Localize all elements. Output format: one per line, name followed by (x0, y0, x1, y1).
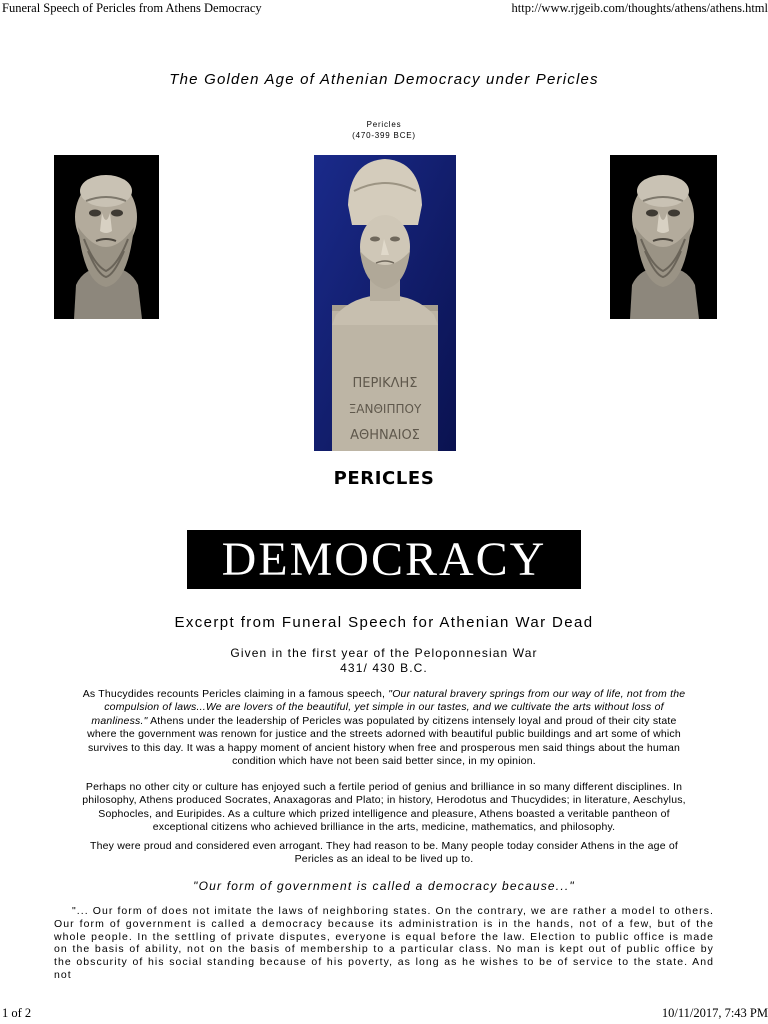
portrait-caption (0, 119, 768, 141)
excerpt-subtitle: Excerpt from Funeral Speech for Athenian War Dead (174, 614, 594, 631)
print-header (2, 0, 768, 18)
proud-paragraph: They were proud and considered even arrogant. They had reason to be. Many people today consider Athens in the age of Pericles as an ideal to be lived up to. (89, 840, 679, 866)
genius-paragraph: Perhaps no other city or culture has enjoyed such a fertile period of genius and brilliance in so many different disciplines. In philosophy, Athens produced Socrates, Anaxagoras and Plato; in history, Herodotus and Thucydides; in literature, Aeschylus, Sophocles, and Euripides. As a culture which prized intelligence and pleasure, Athens boasted a veritable pantheon of exceptional citizens who achieved brilliance in the arts, medicine, mathematics, and philosophy. (82, 781, 686, 834)
intro-rest: Athens under the leadership of Pericles was populated by citizens intensely loyal and proud of their city state where the government was renown for justice and the streets adorned with beautiful public buildings and art some of which survives to this day. It was a happy moment of ancient history when free and prosperous men said things about the human condition which have not been said better since, in my opinion. (87, 714, 681, 768)
bust-image-left (54, 155, 159, 319)
inscription-line-1: ΠΕΡΙΚΛΗΣ (352, 376, 418, 391)
speech-text: "... Our form of does not imitate the laws of neighboring states. On the contrary, we are rather a model to others. Our form of government is called a democracy because its administration is in the hands, not of a few, but of the whole people. In the settling of private disputes, everyone is equal before the law. Election to public office is made on the basis of ability, not on the basis of membership to a particular class. No man is kept out of public office by the obscurity of his social standing because of his poverty, as long as he wishes to be of service to the state. And not (54, 905, 714, 981)
inscription-line-3: ΑΘΗΝΑΙΟΣ (350, 428, 420, 443)
pericles-bust-figure (314, 155, 456, 451)
portrait-caption-dates: (470-399 BCE) (352, 131, 416, 140)
given-date-block (0, 646, 768, 676)
pericles-heading: PERICLES (333, 468, 435, 489)
intro-quote: "Our natural bravery springs from our way of life, not from the compulsion of laws...We are lovers of the beautiful, yet simple in our tastes, and we cultivate the arts without loss of manliness." (91, 688, 686, 727)
socrates-bust-left (54, 155, 159, 319)
socrates-bust-right (610, 155, 717, 319)
print-header-url[interactable]: http://www.rjgeib.com/thoughts/athens/athens.html (511, 1, 768, 15)
intro-paragraph (80, 688, 688, 768)
given-line-1: Given in the first year of the Peloponnesian War (230, 646, 538, 660)
intro-lead: As Thucydides recounts Pericles claiming in a famous speech, (82, 688, 389, 700)
inscription-line-2: ΞΑΝΘΙΠΠΟΥ (348, 402, 422, 416)
print-footer (2, 1004, 768, 1024)
page-number: 1 of 2 (2, 1006, 32, 1020)
print-datetime: 10/11/2017, 7:43 PM (661, 1006, 768, 1020)
given-line-2: 431/ 430 B.C. (340, 661, 428, 675)
democracy-banner: DEMOCRACY (187, 530, 581, 589)
bust-image-right (610, 155, 717, 319)
portrait-caption-name: Pericles (366, 120, 402, 129)
page-title: The Golden Age of Athenian Democracy under Pericles (169, 71, 599, 88)
speech-quote-heading: "Our form of government is called a democracy because..." (193, 879, 575, 893)
print-header-title: Funeral Speech of Pericles from Athens Democracy (2, 1, 262, 15)
pericles-bust-image (314, 155, 456, 451)
